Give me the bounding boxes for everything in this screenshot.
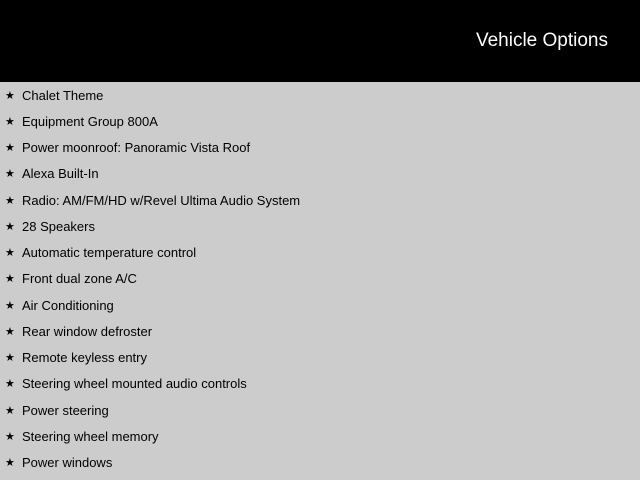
list-item	[0, 135, 640, 161]
option-label: Front dual zone A/C	[22, 271, 137, 287]
star-icon: ★	[5, 273, 15, 286]
option-label: Steering wheel memory	[22, 428, 159, 444]
star-icon: ★	[5, 352, 15, 364]
star-icon: ★	[5, 325, 15, 338]
list-item	[0, 214, 640, 240]
list-item	[0, 450, 640, 476]
option-label: 28 Speakers	[22, 218, 95, 234]
list-item	[0, 266, 640, 292]
star-icon: ★	[5, 404, 15, 417]
star-icon: ★	[5, 430, 15, 443]
list-item	[0, 240, 640, 266]
list-item	[0, 319, 640, 345]
option-label: Radio: AM/FM/HD w/Revel Ultima Audio System	[22, 192, 301, 208]
star-icon: ★	[5, 457, 15, 469]
option-label: Chalet Theme	[22, 87, 104, 103]
list-item	[0, 83, 640, 109]
star-icon: ★	[5, 378, 15, 391]
list-item	[0, 293, 640, 319]
list-item	[0, 424, 640, 450]
list-item	[0, 188, 640, 214]
option-label: Power steering	[22, 402, 109, 418]
list-item	[0, 371, 640, 397]
star-icon: ★	[5, 168, 15, 181]
star-icon: ★	[5, 299, 15, 312]
option-label: Automatic temperature control	[22, 245, 197, 260]
option-label: Equipment Group 800A	[22, 113, 158, 129]
option-label: Rear window defroster	[22, 323, 153, 339]
option-label: Steering wheel mounted audio controls	[22, 376, 247, 392]
star-icon: ★	[5, 89, 15, 102]
options-list	[0, 82, 640, 476]
star-icon: ★	[5, 115, 15, 128]
option-label: Air Conditioning	[22, 297, 114, 313]
list-item	[0, 109, 640, 135]
header-bar	[0, 0, 640, 82]
option-label: Power windows	[22, 455, 113, 470]
star-icon: ★	[5, 247, 15, 259]
star-icon: ★	[5, 142, 15, 154]
page-title: Vehicle Options	[475, 30, 608, 51]
list-item	[0, 345, 640, 371]
option-label: Power moonroof: Panoramic Vista Roof	[22, 140, 251, 155]
list-item	[0, 398, 640, 424]
star-icon: ★	[5, 220, 15, 233]
list-item	[0, 161, 640, 187]
star-icon: ★	[5, 194, 15, 207]
option-label: Remote keyless entry	[22, 350, 147, 365]
option-label: Alexa Built-In	[22, 166, 99, 182]
